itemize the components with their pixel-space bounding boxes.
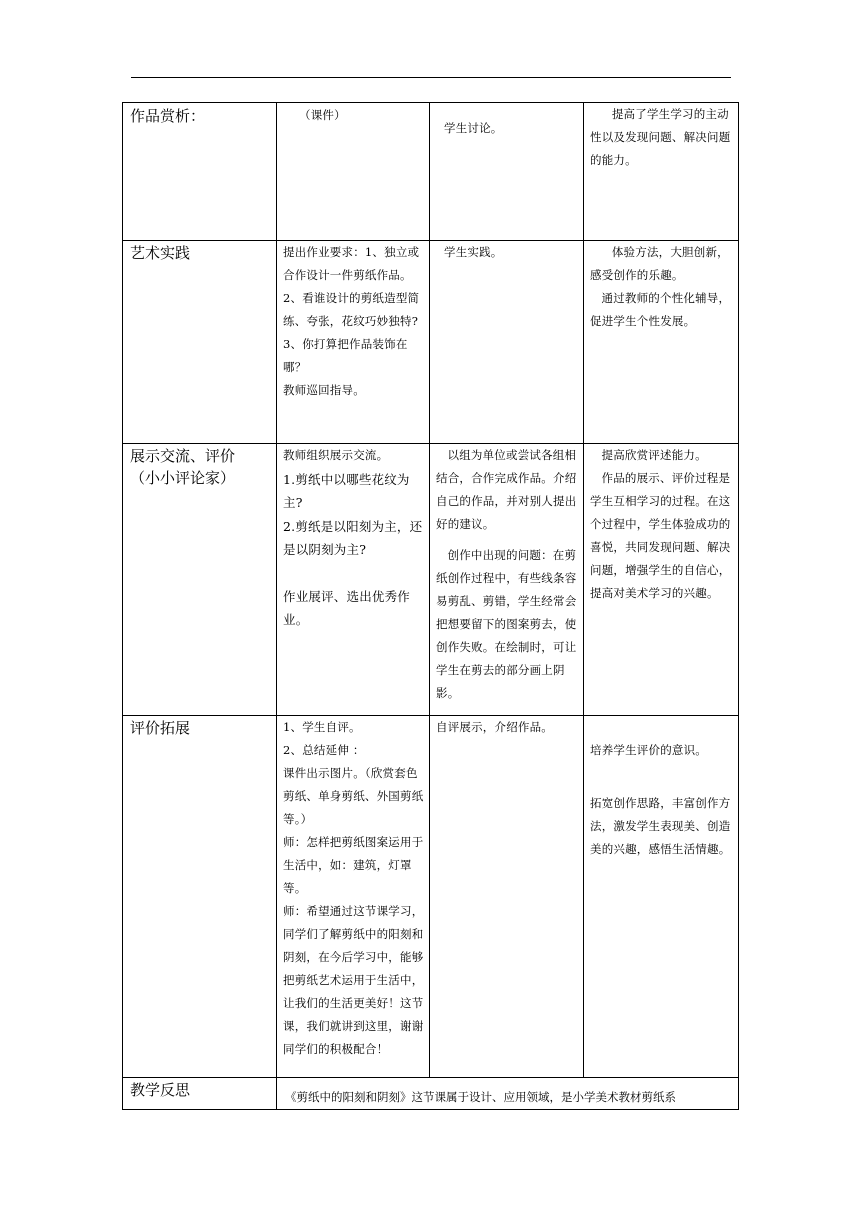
- teacher-text: 2、看谁设计的剪纸造型简练、夸张，花纹巧妙独特?: [283, 291, 420, 328]
- table-row-reflection: [123, 1078, 739, 1110]
- student-text: 自评展示，介绍作品。: [436, 720, 553, 734]
- intent-cell: [584, 716, 739, 1078]
- student-text: 创作中出现的问题：在剪纸创作过程中，有些线条容易剪乱、剪错，学生经常会把想要留下的图案剪去，使创作失败。在绘制时，可让学生在剪去的部分画上阴影。: [436, 548, 577, 700]
- table-row-extension: [123, 716, 739, 1078]
- reflection-text: 《剪纸中的阳刻和阴刻》这节课属于设计、应用领域，是小学美术教材剪纸系: [285, 1090, 676, 1104]
- teacher-cell: [277, 716, 430, 1078]
- intent-text: 体验方法，大胆创新，感受创作的乐趣。: [590, 245, 729, 282]
- teacher-text: 作业展评、选出优秀作业。: [283, 588, 411, 627]
- teacher-text: 2.剪纸是以阳刻为主，还是以阴刻为主?: [283, 518, 423, 557]
- intent-text: 通过教师的个性化辅导，促进学生个性发展。: [590, 291, 731, 328]
- intent-text: 提高欣赏评述能力。: [601, 448, 707, 462]
- stage-label: 展示交流、评价: [130, 447, 236, 465]
- stage-sublabel: （小小评论家）: [130, 469, 236, 487]
- stage-label: 艺术实践: [130, 244, 191, 262]
- stage-cell: [123, 1078, 277, 1110]
- teacher-text: [283, 562, 425, 585]
- student-cell: [430, 444, 584, 716]
- intent-text: [590, 762, 734, 792]
- intent-cell: [584, 103, 739, 241]
- stage-label: 作品赏析：: [130, 107, 206, 125]
- student-cell: [430, 716, 584, 1078]
- teacher-cell: [277, 444, 430, 716]
- teacher-cell: [277, 103, 430, 241]
- teacher-text: （课件）: [299, 108, 346, 122]
- teacher-text: 3、你打算把作品装饰在哪？: [283, 337, 408, 374]
- teacher-text: 课件出示图片。（欣赏套色剪纸、单身剪纸、外国剪纸等。）: [283, 766, 424, 826]
- stage-label: 评价拓展: [130, 719, 191, 737]
- teacher-cell: [277, 241, 430, 444]
- teacher-text: 教师巡回指导。: [283, 383, 365, 397]
- student-text: 学生实践。: [444, 245, 503, 259]
- stage-cell: [123, 103, 277, 241]
- reflection-label: 教学反思: [130, 1081, 191, 1099]
- student-text: 学生讨论。: [444, 121, 503, 135]
- intent-cell: [584, 241, 739, 444]
- student-cell: [430, 241, 584, 444]
- intent-cell: [584, 444, 739, 716]
- teacher-text: 提出作业要求：1、独立或合作设计一件剪纸作品。: [283, 245, 420, 282]
- intent-text: [590, 716, 734, 739]
- header-rule: [131, 77, 731, 78]
- stage-cell: [123, 716, 277, 1078]
- stage-cell: [123, 444, 277, 716]
- teacher-text: 师：希望通过这节课学习，同学们了解剪纸中的阳刻和阴刻，在今后学习中，能够把剪纸艺术运用于生活中，让我们的生活更美好！这节课，我们就讲到这里，谢谢同学们的积极配合！: [283, 904, 424, 1056]
- table-row-appreciation: [123, 103, 739, 241]
- table-row-practice: [123, 241, 739, 444]
- teacher-text: 1.剪纸中以哪些花纹为主?: [283, 471, 410, 510]
- student-text: 以组为单位或尝试各组相结合，合作完成作品。介绍自己的作品，并对别人提出好的建议。: [436, 448, 577, 531]
- teacher-text: 教师组织展示交流。: [283, 448, 389, 462]
- intent-text: 拓宽创作思路，丰富创作方法，激发学生表现美、创造美的兴趣，感悟生活情趣。: [590, 796, 731, 856]
- intent-text: 提高了学生学习的主动性以及发现问题、解决问题的能力。: [590, 107, 731, 167]
- intent-text: 培养学生评价的意识。: [590, 743, 707, 757]
- reflection-cell: [277, 1078, 739, 1110]
- student-text: [436, 536, 579, 544]
- student-cell: [430, 103, 584, 241]
- stage-cell: [123, 241, 277, 444]
- table-row-exhibition: [123, 444, 739, 716]
- teacher-text: 1、学生自评。: [283, 720, 361, 734]
- lesson-plan-table: [122, 102, 739, 1110]
- teacher-text: 师：怎样把剪纸图案运用于生活中，如：建筑，灯罩等。: [283, 835, 424, 895]
- intent-text: 作品的展示、评价过程是学生互相学习的过程。在这个过程中，学生体验成功的喜悦，共同发现问题、解决问题，增强学生的自信心，提高对美术学习的兴趣。: [590, 471, 731, 600]
- teacher-text: 2、总结延伸 ：: [283, 743, 365, 757]
